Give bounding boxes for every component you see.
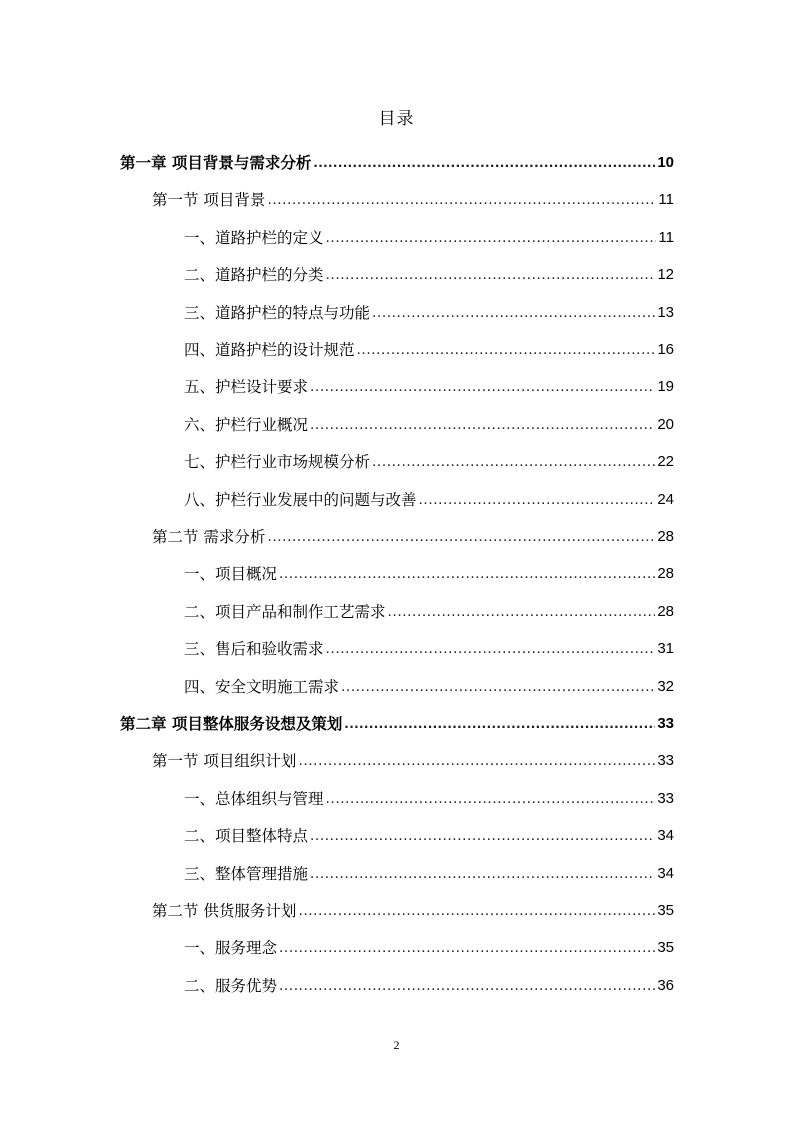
toc-entry-label: 第二章 项目整体服务设想及策划 (120, 715, 343, 733)
toc-entry-item[interactable] (184, 407, 674, 435)
toc-entry-section[interactable] (152, 182, 674, 210)
toc-page-number: 28 (657, 528, 674, 545)
toc-page-number: 33 (657, 752, 674, 770)
toc-entry-item[interactable] (184, 669, 674, 697)
toc-entry-item[interactable] (184, 295, 674, 323)
toc-entry-label: 第一节 项目组织计划 (152, 752, 297, 771)
toc-page-number: 32 (657, 677, 674, 695)
dot-leader (388, 602, 656, 622)
toc-entry-label: 一、服务理念 (184, 939, 278, 958)
toc-entry-label: 三、整体管理措施 (184, 864, 309, 883)
toc-entry-label: 六、护栏行业概况 (184, 415, 309, 434)
toc-entry-item[interactable] (184, 556, 674, 584)
toc-page-number: 33 (657, 789, 674, 807)
dot-leader (267, 190, 656, 210)
toc-page-number: 28 (657, 565, 674, 583)
toc-page-number: 11 (658, 228, 674, 246)
toc-entry-label: 二、项目产品和制作工艺需求 (184, 602, 386, 621)
dot-leader (298, 751, 655, 771)
toc-entry-chapter[interactable] (120, 145, 674, 173)
dot-leader (310, 826, 655, 846)
toc-entry-label: 第二节 需求分析 (152, 528, 266, 546)
toc-entry-label: 一、总体组织与管理 (184, 789, 324, 808)
dot-leader (279, 976, 655, 996)
toc-page-number: 34 (657, 864, 674, 882)
dot-leader (419, 490, 656, 510)
toc-page-number: 24 (657, 490, 674, 508)
toc-page-number: 22 (657, 453, 674, 471)
toc-entry-section[interactable] (152, 519, 674, 547)
dot-leader (326, 789, 656, 809)
toc-entry-label: 二、服务优势 (184, 976, 278, 995)
toc-entry-label: 三、售后和验收需求 (184, 640, 324, 659)
dot-leader (326, 639, 656, 659)
toc-page-number: 36 (657, 976, 674, 994)
toc-entry-label: 一、项目概况 (184, 565, 278, 584)
toc-entry-label: 四、安全文明施工需求 (184, 677, 340, 696)
toc-page-number: 16 (657, 341, 674, 358)
toc-entry-label: 二、道路护栏的分类 (184, 266, 324, 285)
toc-entry-chapter[interactable] (120, 706, 674, 734)
toc-entry-item[interactable] (184, 968, 674, 996)
toc-entry-label: 一、道路护栏的定义 (184, 228, 324, 247)
toc-page-number: 35 (657, 939, 674, 957)
toc-entry-label: 七、护栏行业市场规模分析 (184, 453, 371, 472)
dot-leader (298, 901, 655, 921)
toc-entry-label: 第一章 项目背景与需求分析 (120, 154, 312, 172)
dot-leader (326, 265, 656, 285)
toc-page-number: 34 (657, 827, 674, 845)
toc-page-number: 11 (658, 191, 674, 209)
dot-leader (310, 864, 655, 884)
toc-entry-item[interactable] (184, 444, 674, 472)
page-number: 2 (393, 1038, 400, 1052)
toc-page-number: 20 (657, 415, 674, 433)
dot-leader (279, 564, 655, 584)
dot-leader (372, 303, 655, 323)
toc-page-number: 35 (657, 902, 674, 919)
toc-title: 目录 (378, 109, 415, 129)
toc-page-number: 28 (657, 602, 674, 620)
dot-leader (357, 340, 656, 360)
toc-entry-section[interactable] (152, 893, 674, 921)
dot-leader (267, 527, 655, 547)
toc-entry-item[interactable] (184, 856, 674, 884)
toc-page-number: 31 (657, 640, 674, 658)
toc-entry-item[interactable] (184, 781, 674, 809)
toc-entry-label: 八、护栏行业发展中的问题与改善 (184, 490, 417, 509)
toc-entry-item[interactable] (184, 482, 674, 510)
dot-leader (326, 228, 657, 248)
toc-entry-item[interactable] (184, 930, 674, 958)
toc-page-number: 33 (657, 715, 674, 732)
toc-entry-label: 第二节 供货服务计划 (152, 902, 297, 920)
toc-entry-item[interactable] (184, 369, 674, 397)
dot-leader (372, 452, 655, 472)
dot-leader (279, 938, 655, 958)
toc-entry-label: 第一节 项目背景 (152, 191, 266, 210)
toc-entry-label: 二、项目整体特点 (184, 827, 309, 846)
toc-page-number: 10 (657, 154, 674, 171)
toc-entry-item[interactable] (184, 594, 674, 622)
dot-leader (341, 677, 655, 697)
toc-entry-item[interactable] (184, 257, 674, 285)
dot-leader (310, 415, 655, 435)
toc-entry-item[interactable] (184, 220, 674, 248)
toc-entry-label: 五、护栏设计要求 (184, 378, 309, 397)
toc-page-number: 13 (657, 303, 674, 321)
toc-entry-label: 四、道路护栏的设计规范 (184, 341, 355, 359)
dot-leader (313, 153, 655, 173)
dot-leader (344, 714, 655, 734)
dot-leader (310, 377, 655, 397)
toc-page-number: 12 (657, 266, 674, 284)
toc-entry-section[interactable] (152, 743, 674, 771)
toc-entry-item[interactable] (184, 332, 674, 360)
toc-entry-item[interactable] (184, 818, 674, 846)
toc-entry-item[interactable] (184, 631, 674, 659)
toc-entry-label: 三、道路护栏的特点与功能 (184, 303, 371, 322)
toc-page-number: 19 (657, 378, 674, 396)
